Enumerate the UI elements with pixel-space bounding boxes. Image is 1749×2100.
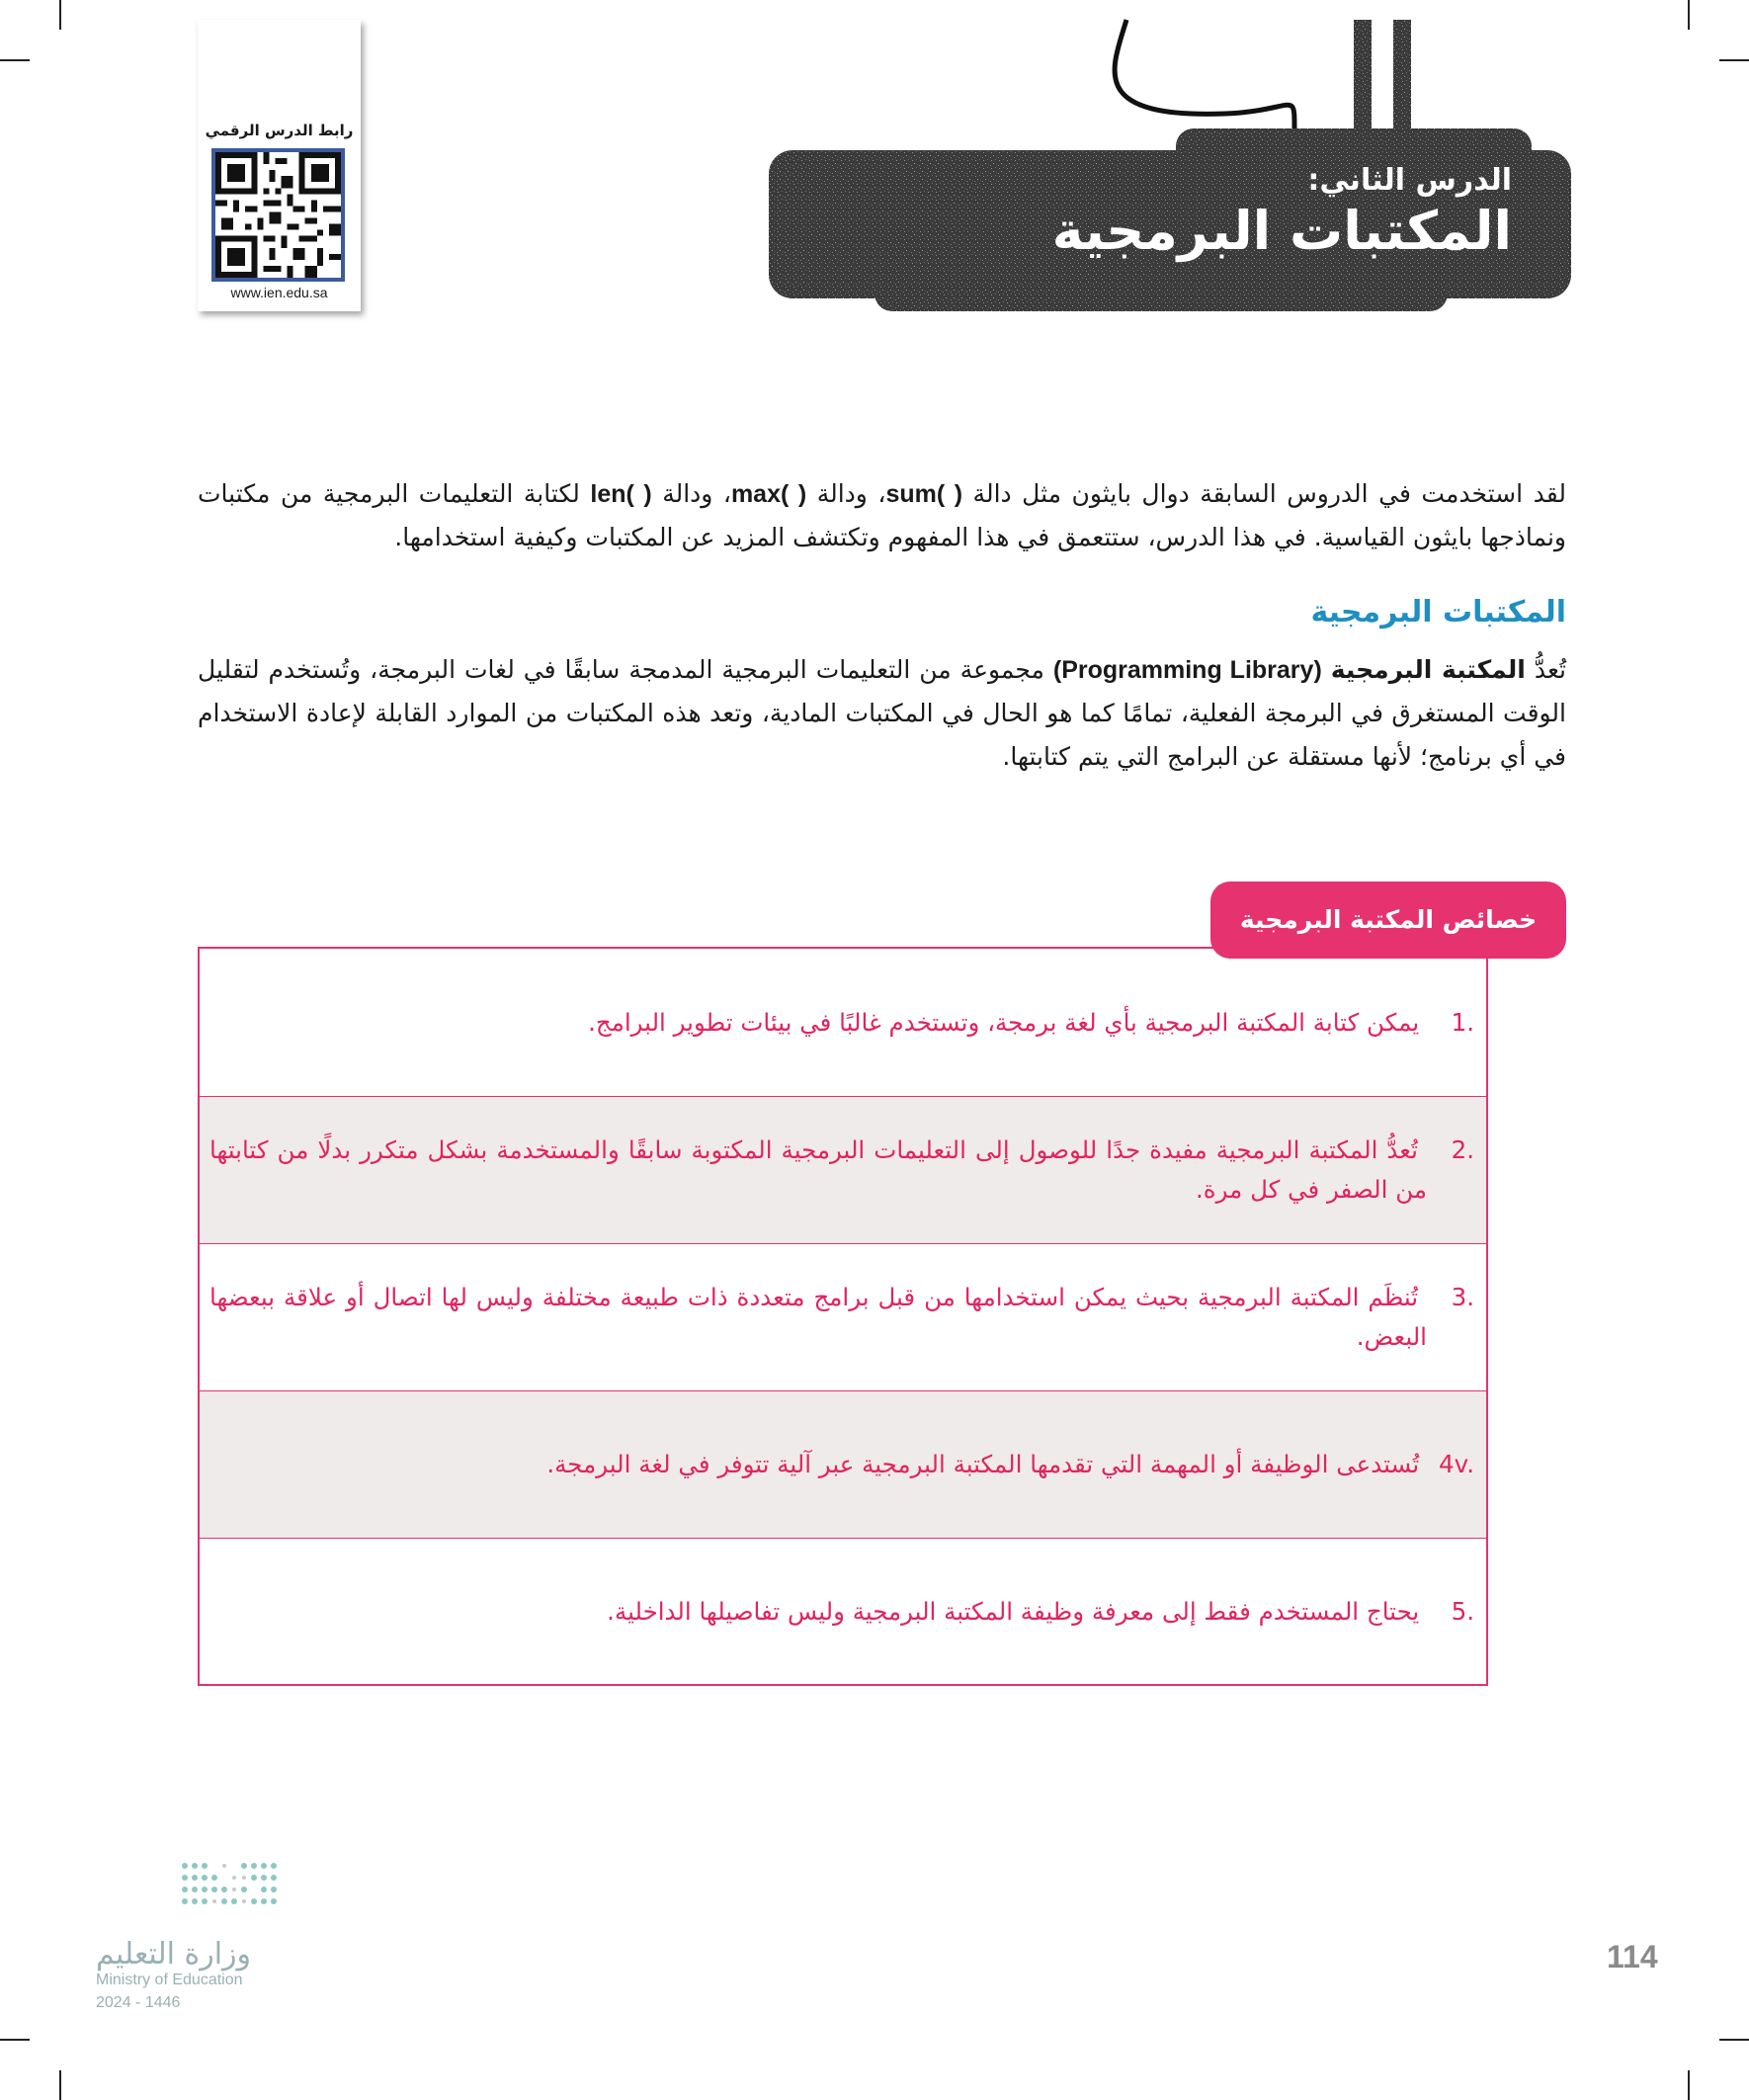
property-text: [588, 1003, 1476, 1043]
section-heading: المكتبات البرمجية: [1310, 595, 1566, 630]
property-text: [546, 1445, 1476, 1484]
intro-text: ، ودالة: [806, 479, 886, 508]
property-number: 5.: [1451, 1596, 1474, 1626]
qr-url[interactable]: www.ien.edu.sa: [230, 285, 328, 300]
properties-tab: خصائص المكتبة البرمجية: [1210, 882, 1566, 959]
digital-lesson-card[interactable]: [198, 20, 361, 311]
crop-mark: [0, 59, 30, 61]
intro-text: ، ودالة: [651, 479, 731, 508]
lesson-subtitle: الدرس الثاني:: [1307, 163, 1512, 198]
ministry-year: 2024 - 1446: [96, 1994, 181, 2011]
property-item: [200, 949, 1486, 1096]
intro-text: لقد استخدمت في الدروس السابقة دوال بايثون مثل دالة: [962, 479, 1566, 508]
crop-mark: [1719, 2039, 1749, 2041]
property-body: تُنظَم المكتبة البرمجية بحيث يمكن استخدامها من قبل برامج متعددة ذات طبيعة مختلفة وليس لها اتصال أو علاقة ببعضها البعض.: [209, 1283, 1427, 1351]
property-body: يحتاج المستخدم فقط إلى معرفة وظيفة المكتبة البرمجية وليس تفاصيلها الداخلية.: [607, 1596, 1420, 1626]
definition-body: مجموعة من التعليمات البرمجية المدمجة سابقًا في لغات البرمجة، وتُستخدم لتقليل الوقت المستغرق في البرمجة الفعلية، تمامًا كما هو الحال في المكتبات المادية، وتعد هذه المكتبات من الموارد القابلة لإعادة الاستخدام في أي برنامج؛ لأنها مستقلة عن البرامج التي يتم كتابتها.: [198, 655, 1566, 771]
crop-mark: [1688, 0, 1690, 30]
properties-box: [198, 947, 1488, 1686]
function-len: ( )len: [590, 480, 652, 508]
lesson-title: المكتبات البرمجية: [1051, 200, 1512, 262]
property-body: تُعدُّ المكتبة البرمجية مفيدة جدًا للوصول إلى التعليمات البرمجية المكتوبة سابقًا والمستخدمة بشكل متكرر بدلًا من كتابتها من الصفر في كل مرة.: [209, 1135, 1427, 1204]
definition-term: المكتبة البرمجية: [1330, 655, 1526, 684]
property-item: [200, 1538, 1486, 1684]
property-text: [209, 1131, 1476, 1210]
property-text: [209, 1278, 1476, 1357]
ministry-dots-icon: [96, 1858, 293, 1927]
property-number: 4v.: [1439, 1450, 1474, 1478]
qr-code-icon[interactable]: [211, 148, 345, 282]
definition-paragraph: [198, 648, 1566, 779]
property-body: يمكن كتابة المكتبة البرمجية بأي لغة برمجة، وتستخدم غالبًا في بيئات تطوير البرامج.: [588, 1007, 1420, 1037]
definition-lead: تُعدُّ: [1525, 655, 1567, 684]
property-item: [200, 1096, 1486, 1243]
function-sum: ( )sum: [885, 480, 963, 508]
property-number: 2.: [1451, 1135, 1474, 1164]
page-number: 114: [1607, 1939, 1658, 1974]
crop-mark: [59, 2070, 61, 2100]
property-body: تُستدعى الوظيفة أو المهمة التي تقدمها المكتبة البرمجية عبر آلية تتوفر في لغة البرمجة.: [546, 1450, 1420, 1478]
function-max: ( )max: [730, 480, 807, 508]
property-number: 1.: [1451, 1007, 1474, 1037]
ministry-name-en: Ministry of Education: [96, 1972, 243, 1988]
crop-mark: [1719, 59, 1749, 61]
property-item: [200, 1243, 1486, 1390]
definition-term-en: (Programming Library): [1052, 656, 1322, 684]
intro-paragraph: [198, 472, 1566, 559]
property-text: [607, 1592, 1476, 1632]
crop-mark: [1688, 2070, 1690, 2100]
crop-mark: [59, 0, 61, 30]
intro-text: لكتابة التعليمات البرمجية من مكتبات ونماذجها بايثون القياسية. في هذا الدرس، ستتعمق في هذا المفهوم وتكتشف المزيد عن المكتبات وكيفية استخدامها.: [198, 479, 1566, 551]
lesson-banner-icon: [761, 0, 1571, 316]
qr-label: رابط الدرس الرقمي: [205, 122, 354, 139]
property-item: [200, 1390, 1486, 1538]
ministry-logo: [96, 1858, 313, 2011]
property-number: 3.: [1451, 1283, 1474, 1311]
crop-mark: [0, 2039, 30, 2041]
ministry-name-ar: وزارة التعليم: [96, 1937, 252, 1972]
